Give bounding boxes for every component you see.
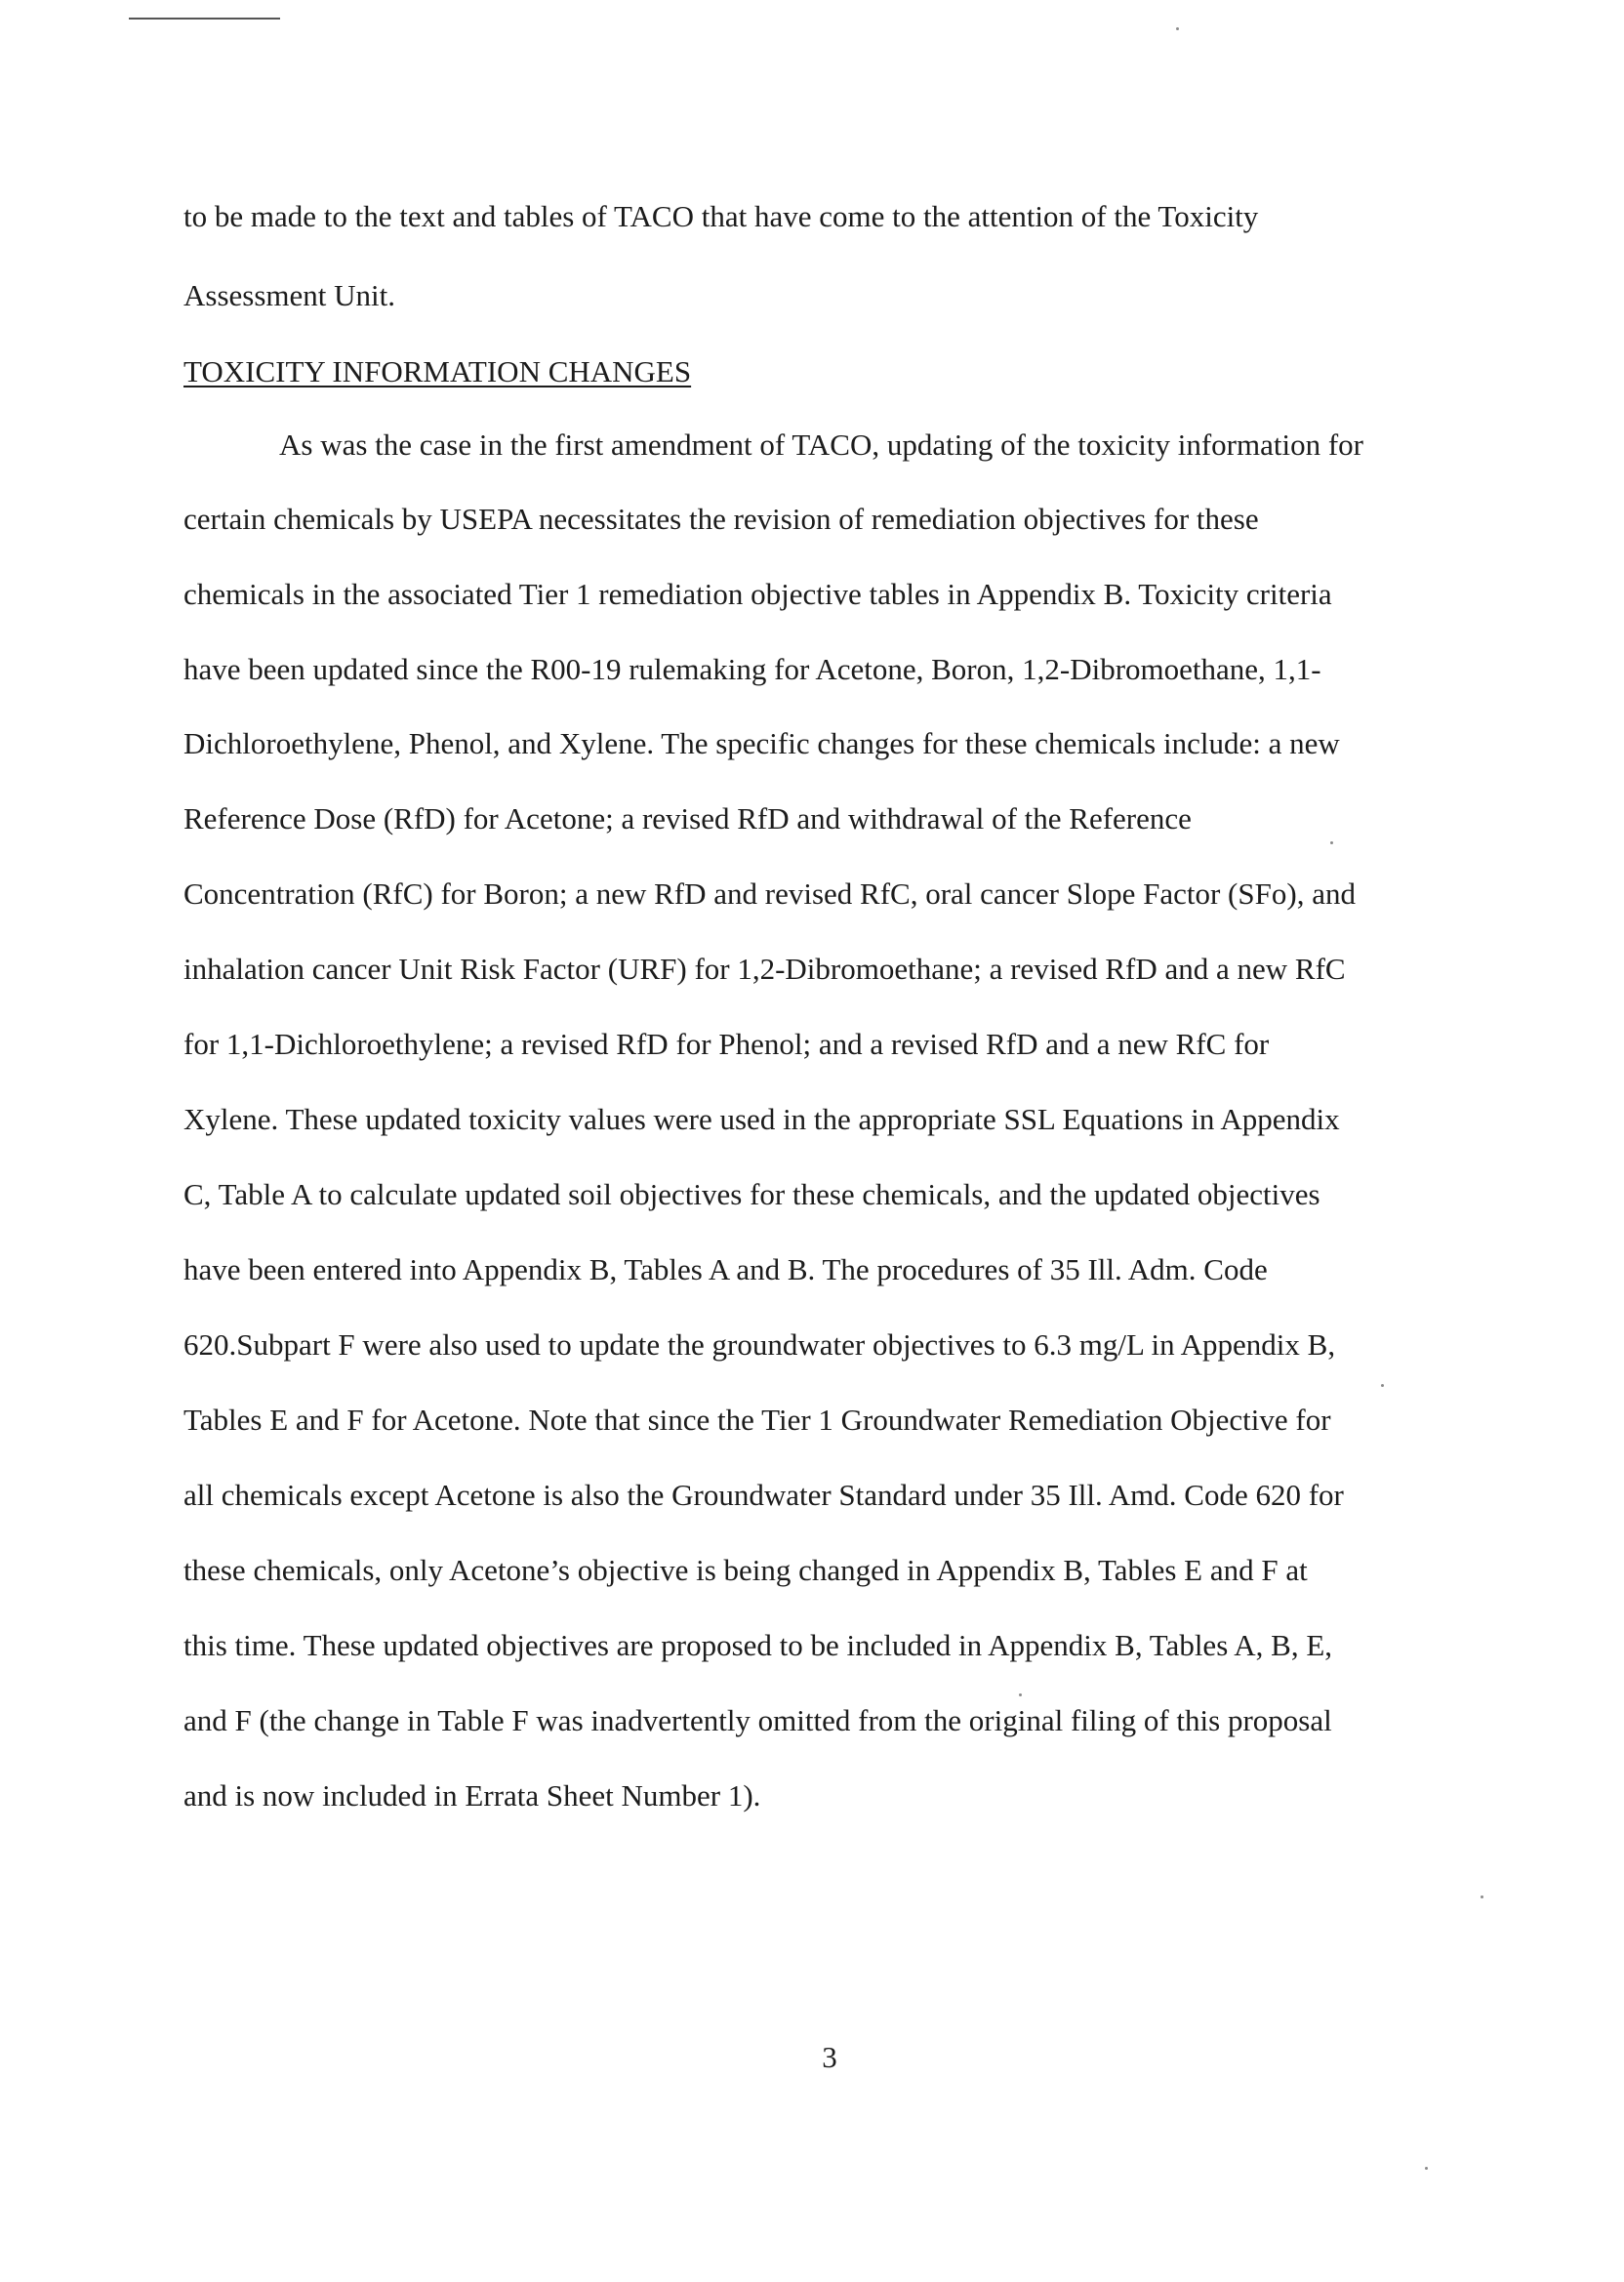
text-line: to be made to the text and tables of TACO that have come to the attention of the Toxicity [183,199,1259,233]
scan-speck [1425,2167,1428,2170]
scan-artifact-line [129,18,280,20]
paragraph-line: have been updated since the R00-19 rulemaking for Acetone, Boron, 1,2-Dibromoethane, 1,1- [183,652,1321,686]
paragraph-line: Xylene. These updated toxicity values were used in the appropriate SSL Equations in Appendix [183,1102,1340,1136]
paragraph-line: all chemicals except Acetone is also the Groundwater Standard under 35 Ill. Amd. Code 620 for [183,1478,1344,1512]
scan-speck [1381,1384,1384,1387]
paragraph-line: certain chemicals by USEPA necessitates the revision of remediation objectives for these [183,502,1259,536]
paragraph-line: C, Table A to calculate updated soil objectives for these chemicals, and the updated objectives [183,1177,1320,1211]
scan-speck [1019,1693,1022,1696]
text-line: Assessment Unit. [183,278,395,312]
section-heading: TOXICITY INFORMATION CHANGES [183,354,692,388]
paragraph-line: Dichloroethylene, Phenol, and Xylene. The specific changes for these chemicals include: a new [183,726,1340,760]
page-number: 3 [822,2040,837,2074]
scan-speck [1176,27,1179,30]
paragraph-line: Reference Dose (RfD) for Acetone; a revised RfD and withdrawal of the Reference [183,801,1192,835]
scan-speck [1330,841,1333,844]
paragraph-line: Concentration (RfC) for Boron; a new RfD and revised RfC, oral cancer Slope Factor (SFo), and [183,876,1356,911]
paragraph-line: and F (the change in Table F was inadvertently omitted from the original filing of this proposal [183,1703,1332,1737]
paragraph-line: these chemicals, only Acetone’s objective is being changed in Appendix B, Tables E and F at [183,1553,1308,1587]
paragraph-line: this time. These updated objectives are proposed to be included in Appendix B, Tables A, B, E, [183,1628,1333,1662]
paragraph-line: Tables E and F for Acetone. Note that since the Tier 1 Groundwater Remediation Objective for [183,1403,1331,1437]
scan-speck [1481,1895,1483,1898]
paragraph-line: As was the case in the first amendment of TACO, updating of the toxicity information for [279,428,1363,462]
paragraph-line: and is now included in Errata Sheet Number 1). [183,1778,761,1813]
paragraph-line: 620.Subpart F were also used to update the groundwater objectives to 6.3 mg/L in Appendix B, [183,1327,1336,1362]
paragraph-line: have been entered into Appendix B, Tables A and B. The procedures of 35 Ill. Adm. Code [183,1252,1268,1286]
paragraph-line: inhalation cancer Unit Risk Factor (URF) for 1,2-Dibromoethane; a revised RfD and a new RfC [183,952,1346,986]
paragraph-line: for 1,1-Dichloroethylene; a revised RfD for Phenol; and a revised RfD and a new RfC for [183,1027,1270,1061]
paragraph-line: chemicals in the associated Tier 1 remediation objective tables in Appendix B. Toxicity criteria [183,577,1332,611]
